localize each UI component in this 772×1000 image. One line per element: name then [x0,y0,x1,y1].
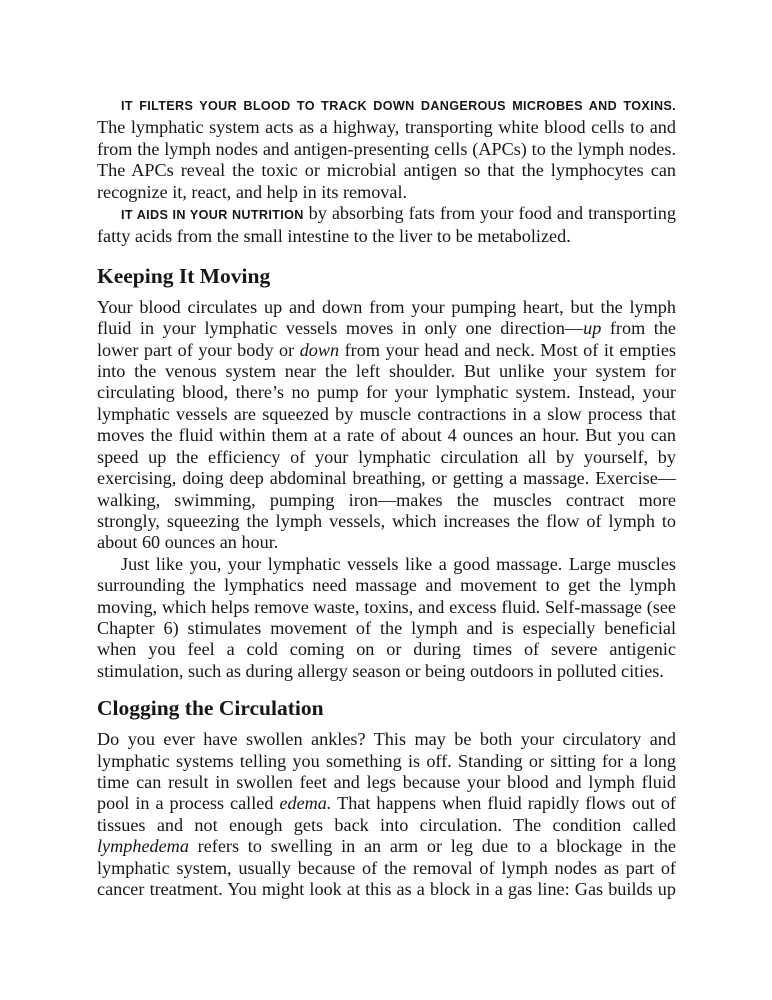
paragraph-lymph-flow [97,297,676,554]
paragraph-text: The lymphatic system acts as a highway, transporting white blood cells to and from the lymph nodes and antigen-presenting cells (APCs) to the lymph nodes. The APCs reveal the toxic or microbial antigen so that the lymphocytes can recognize it, react, and help in its removal. [97,117,676,202]
emphasis-lymphedema: lymphedema [97,836,189,857]
paragraph-text: from the lower part of your body or [97,318,676,360]
paragraph-massage: Just like you, your lymphatic vessels like a good massage. Large muscles surrounding the lymphatics need massage and movement to get the lymph moving, which helps remove waste, toxins, and excess fluid. Self-massage (see Chapter 6) stimulates movement of the lymph and is especially beneficial when you feel a cold coming on or during times of severe antigenic stimulation, such as during allergy season or being outdoors in polluted cities. [97,553,676,681]
page-body [97,94,676,900]
paragraph-text: Your blood circulates up and down from your pumping heart, but the lymph fluid in your lymphatic vessels moves in only one direction— [97,296,676,339]
paragraph-text: from your head and neck. Most of it empties into the venous system near the left shoulder. But unlike your system for circulating blood, there’s no pump for your lymphatic system. Instead, your lymphatic vessels are squeezed by muscle contractions in a slow process that moves the fluid within them at a rate of about 4 ounces an hour. But you can speed up the efficiency of your lymphatic circulation all by yourself, by exercising, doing deep abdominal breathing, or getting a massage. Exercise—walking, swimming, pumping iron—makes the muscles contract more strongly, squeezing the lymph vessels, which increases the flow of lymph to about 60 ounces an hour. [97,339,677,553]
emphasis-down: down [299,339,340,360]
paragraph-aids-nutrition [97,203,676,248]
paragraph-filters-blood [97,94,676,203]
heading-keeping-it-moving: Keeping It Moving [97,263,271,288]
paragraph-text: That happens when fluid rapidly flows out of tissues and not enough gets back into circulation. The condition called [97,793,676,835]
lead-in-aids-nutrition: IT AIDS IN YOUR NUTRITION [121,208,304,223]
heading-clogging-circulation: Clogging the Circulation [97,696,324,721]
paragraph-text: by absorbing fats from your food and transporting fatty acids from the small intestine to the liver to be metabolized. [97,203,676,247]
paragraph-swollen-ankles [97,729,676,900]
paragraph-text: refers to swelling in an arm or leg due to a blockage in the lymphatic system, usually because of the removal of lymph nodes as part of cancer treatment. You might look at this as a block in a gas line: Gas builds up [97,836,676,899]
emphasis-edema: edema. [279,793,332,814]
lead-in-filters-blood: IT FILTERS YOUR BLOOD TO TRACK DOWN DANGEROUS MICROBES AND TOXINS. [121,99,676,113]
paragraph-text: Do you ever have swollen ankles? This may be both your circulatory and lymphatic systems telling you something is off. Standing or sitting for a long time can result in swollen feet and legs because your blood and lymph fluid pool in a process called [97,729,676,814]
emphasis-up: up [583,318,602,339]
